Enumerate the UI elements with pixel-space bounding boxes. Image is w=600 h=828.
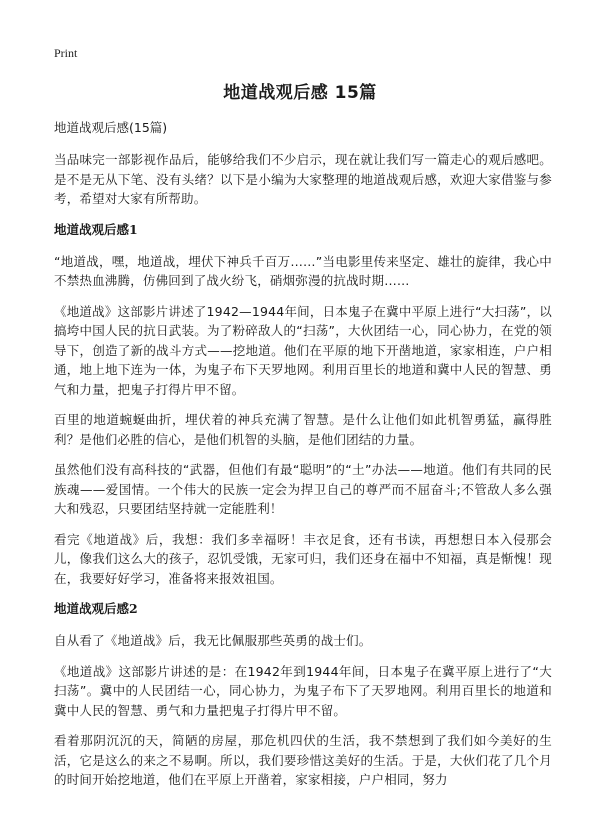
section-heading-1: 地道战观后感1 <box>54 221 138 237</box>
paragraph: 《地道战》这部影片讲述了1942—1944年间，日本鬼子在冀中平原上进行“大扫荡”，以搞垮中国人民的抗日武装。为了粉碎敌人的“扫荡”，大伙团结一心，同心协力，在党的领导下，创造了新的战斗方式——挖地道。他们在平原的地下开凿地道，家家相连，户户相通，地上地下连为一体，为鬼子布下天罗地网。利用百里长的地道和冀中人民的智慧、勇气和力量，把鬼子打得片甲不留。 <box>54 303 552 397</box>
paragraph: 自从看了《地道战》后，我无比佩服那些英勇的战士们。 <box>54 633 372 648</box>
article-subtitle: 地道战观后感(15篇) <box>54 120 168 135</box>
paragraph: 虽然他们没有高科技的“武器，但他们有最“聪明”的“土”办法——地道。他们有共同的民族魂——爱国情。一个伟大的民族一定会为捍卫自己的尊严而不屈奋斗;不管敌人多么强大和残忍，只要团结坚持就一定能胜利！ <box>54 462 552 516</box>
paragraph: 看着那阴沉沉的天，简陋的房屋，那危机四伏的生活，我不禁想到了我们如今美好的生活，它是这么的来之不易啊。所以，我们要珍惜这美好的生活。于是，大伙们花了几个月的时间开始挖地道，他们在平原上开凿着，家家相接，户户相同，努力 <box>54 733 552 787</box>
print-link[interactable]: Print <box>54 46 78 60</box>
paragraph: 看完《地道战》后，我想：我们多幸福呀！丰衣足食，还有书读，再想想日本入侵那会儿，像我们这么大的孩子，忍饥受饿，无家可归，我们还身在福中不知福，真是惭愧！现在，我要好好学习，准备将来报效祖国。 <box>54 531 552 586</box>
page-title: 地道战观后感 15篇 <box>223 83 377 103</box>
paragraph: “地道战，嘿，地道战，埋伏下神兵千百万……”当电影里传来坚定、雄壮的旋律，我心中不禁热血沸腾，仿佛回到了战火纷飞，硝烟弥漫的抗战时期…… <box>54 253 552 288</box>
paragraph: 百里的地道蜿蜒曲折，埋伏着的神兵充满了智慧。是什么让他们如此机智勇猛，赢得胜利？是他们必胜的信心，是他们机智的头脑，是他们团结的力量。 <box>54 412 552 447</box>
intro-paragraph: 当品味完一部影视作品后，能够给我们不少启示，现在就让我们写一篇走心的观后感吧。是不是无从下笔、没有头绪？以下是小编为大家整理的地道战观后感，欢迎大家借鉴与参考，希望对大家有所帮助。 <box>54 152 552 206</box>
section-heading-2: 地道战观后感2 <box>54 601 138 616</box>
paragraph: 《地道战》这部影片讲述的是：在1942年到1944年间，日本鬼子在冀平原上进行了“大扫荡”。冀中的人民团结一心，同心协力，为鬼子布下了天罗地网。利用百里长的地道和冀中人民的智慧、勇气和力量把鬼子打得片甲不留。 <box>54 663 552 718</box>
article-body <box>54 118 552 801</box>
